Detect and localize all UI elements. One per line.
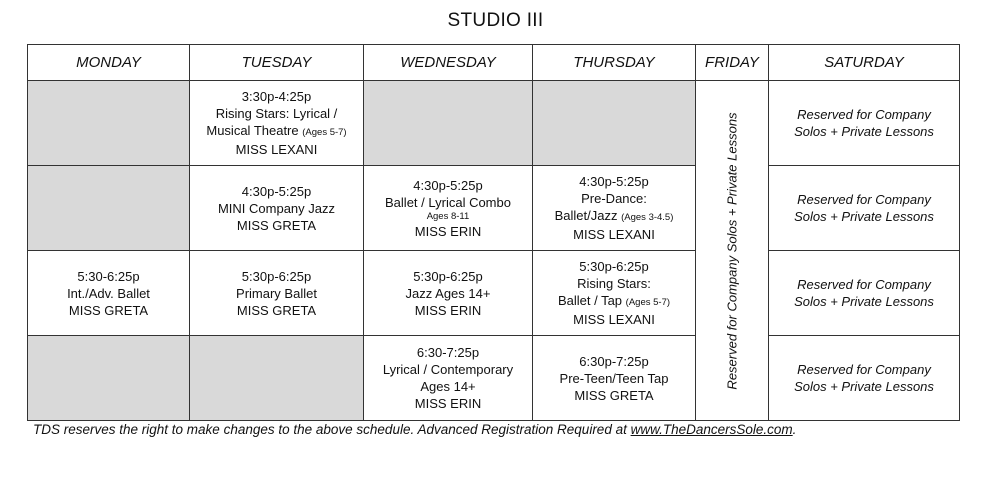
- empty-slot: [28, 81, 190, 166]
- class-time: 3:30p-4:25p: [241, 89, 312, 104]
- reserved-line: Solos + Private Lessons: [794, 294, 934, 309]
- empty-slot: [28, 336, 190, 421]
- class-cell: [28, 251, 190, 336]
- class-cell: [364, 336, 533, 421]
- class-ages: (Ages 5-7): [625, 297, 671, 308]
- class-teacher: MISS GRETA: [68, 302, 149, 318]
- reserved-line: Solos + Private Lessons: [794, 379, 934, 394]
- day-header-tuesday: TUESDAY: [190, 45, 364, 81]
- table-row: [28, 251, 960, 336]
- class-name-line: [190, 122, 363, 141]
- class-ages: Ages 8-11: [426, 210, 470, 222]
- class-teacher: MISS ERIN: [414, 302, 482, 318]
- class-name-line: [533, 207, 695, 226]
- class-name: Rising Stars:: [577, 276, 651, 291]
- reserved-line: Solos + Private Lessons: [794, 124, 934, 139]
- empty-slot: [190, 336, 364, 421]
- day-header-monday: MONDAY: [28, 45, 190, 81]
- class-time: 4:30p-5:25p: [579, 174, 649, 189]
- table-row: [28, 336, 960, 421]
- class-name: Lyrical / Contemporary: [382, 362, 514, 377]
- class-cell: [533, 336, 696, 421]
- class-time: 5:30-6:25p: [77, 268, 140, 284]
- class-teacher: MISS GRETA: [236, 217, 317, 233]
- class-time: 6:30p-7:25p: [579, 353, 649, 369]
- schedule-table: [27, 44, 960, 421]
- class-cell: [533, 166, 696, 251]
- class-ages: (Ages 3-4.5): [621, 212, 674, 223]
- class-name: Ballet / Tap: [557, 293, 623, 308]
- class-time: 4:30p-5:25p: [413, 177, 483, 193]
- class-name: Rising Stars: Lyrical /: [215, 106, 338, 121]
- class-time: 5:30p-6:25p: [413, 268, 483, 284]
- day-header-thursday: THURSDAY: [533, 45, 696, 81]
- class-name: Int./Adv. Ballet: [67, 285, 150, 301]
- class-teacher: MISS LEXANI: [235, 142, 318, 157]
- class-name: MINI Company Jazz: [217, 200, 336, 216]
- reserved-line: Reserved for Company: [797, 107, 931, 122]
- empty-slot: [28, 166, 190, 251]
- class-teacher: MISS LEXANI: [573, 312, 655, 327]
- class-cell: [533, 251, 696, 336]
- class-name-line: [533, 292, 695, 311]
- footer-end: .: [792, 422, 797, 437]
- footer-text: TDS reserves the right to make changes to the above schedule. Advanced Registration Required at: [33, 422, 631, 437]
- reserved-cell: [769, 166, 960, 251]
- class-cell: [364, 251, 533, 336]
- reserved-cell: [769, 251, 960, 336]
- class-time: 4:30p-5:25p: [241, 183, 312, 199]
- table-row: [28, 166, 960, 251]
- class-teacher: MISS ERIN: [414, 396, 482, 411]
- class-name: Ballet / Lyrical Combo: [385, 194, 511, 210]
- class-name: Jazz Ages 14+: [405, 285, 491, 301]
- class-time: 5:30p-6:25p: [579, 259, 649, 274]
- empty-slot: [364, 81, 533, 166]
- class-time: 6:30-7:25p: [416, 345, 480, 360]
- friday-reserved-cell: [696, 81, 769, 421]
- page-title: STUDIO III: [447, 10, 544, 31]
- class-ages: (Ages 5-7): [302, 127, 347, 138]
- class-teacher: MISS GRETA: [236, 302, 317, 318]
- day-header-friday: FRIDAY: [696, 45, 769, 81]
- header-row: [28, 45, 960, 81]
- reserved-line: Reserved for Company: [797, 192, 931, 207]
- website-link[interactable]: www.TheDancersSole.com: [630, 422, 793, 437]
- class-name: Pre-Teen/Teen Tap: [559, 370, 669, 386]
- class-cell: [364, 166, 533, 251]
- table-row: [28, 81, 960, 166]
- friday-note: Reserved for Company Solos + Private Lessons: [724, 111, 740, 390]
- class-teacher: MISS ERIN: [414, 223, 482, 239]
- class-ages: Ages 14+: [420, 379, 476, 394]
- class-name: Primary Ballet: [236, 285, 317, 301]
- class-time: 5:30p-6:25p: [241, 268, 312, 284]
- reserved-cell: [769, 336, 960, 421]
- class-teacher: MISS LEXANI: [573, 227, 655, 242]
- reserved-cell: [769, 81, 960, 166]
- day-header-wednesday: WEDNESDAY: [364, 45, 533, 81]
- day-header-saturday: SATURDAY: [769, 45, 960, 81]
- class-cell: [190, 251, 364, 336]
- class-name: Ballet/Jazz: [554, 208, 618, 223]
- class-name: Musical Theatre: [206, 123, 299, 138]
- class-teacher: MISS GRETA: [574, 387, 654, 403]
- reserved-line: Reserved for Company: [797, 362, 931, 377]
- reserved-line: Reserved for Company: [797, 277, 931, 292]
- class-cell: [190, 81, 364, 166]
- reserved-line: Solos + Private Lessons: [794, 209, 934, 224]
- class-cell: [190, 166, 364, 251]
- footer-note: [33, 422, 963, 437]
- empty-slot: [533, 81, 696, 166]
- class-name: Pre-Dance:: [581, 191, 647, 206]
